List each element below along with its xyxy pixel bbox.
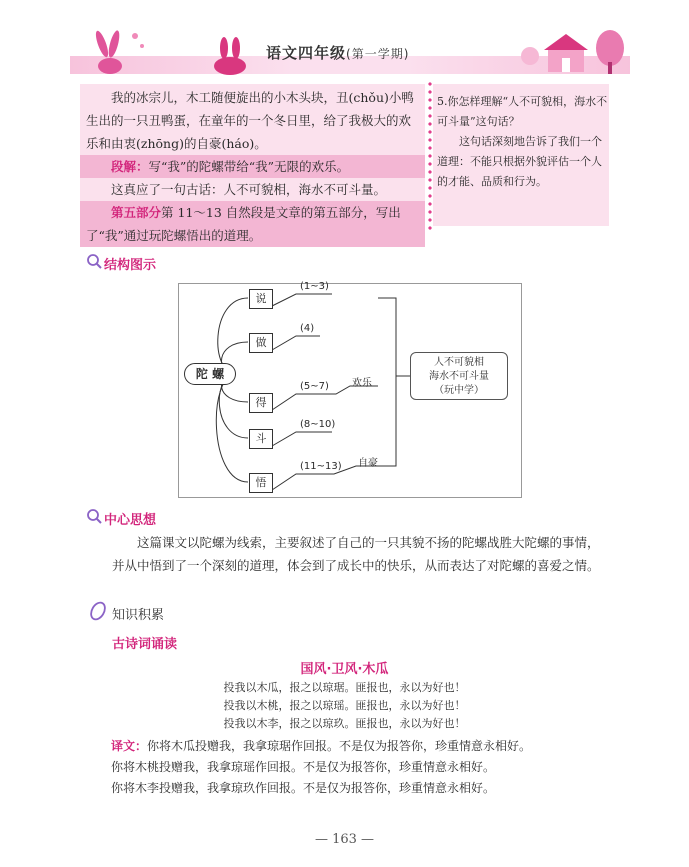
diagram-root-node: 陀 螺 <box>184 363 236 385</box>
diagram-result-box: 人不可貌相 海水不可斗量 （玩中学） <box>410 352 508 400</box>
diagram-range-label: (5~7) <box>300 381 329 392</box>
central-idea-text: 这篇课文以陀螺为线索，主要叙述了自己的一只其貌不扬的陀螺战胜大陀螺的事情，并从中悟到了一个深刻的道理，体会到了成长中的快乐，从而表达了对陀螺的喜爱之情。 <box>112 535 600 573</box>
poem-title: 国风·卫风·木瓜 <box>300 662 389 677</box>
header-title: 语文四年级(第一学期) <box>266 44 410 62</box>
diagram-node: 悟 <box>249 473 273 493</box>
lesson-paragraph-1: 我的冰宗儿，木工随便旋出的小木头块，丑(chǒu)小鸭生出的一只丑鸭蛋，在童年的一个冬日里，给了我极大的欢乐和由衷(zhōng)的自豪(háo)。 <box>86 90 414 151</box>
diagram-node: 做 <box>249 333 273 353</box>
side-note-question: 5.你怎样理解“人不可貌相，海水不可斗量”这句话？ <box>437 95 608 128</box>
diagram-range-label: (11~13) <box>300 461 342 472</box>
diagram-note-label: 欢乐 <box>352 378 372 389</box>
paragraph-summary: 段解：写“我”的陀螺带给“我”无限的欢乐。 <box>80 155 425 178</box>
poem-line: 投我以木桃，报之以琼瑶。匪报也，永以为好也！ <box>223 699 466 712</box>
diagram-note-label: 自豪 <box>358 458 378 469</box>
poem-line: 投我以木李，报之以琼玖。匪报也，永以为好也！ <box>223 717 466 730</box>
page-number: — 163 — <box>314 832 375 847</box>
translation-line: 你将木李投赠我，我拿琼玖作回报。不是仅为报答你，珍重情意永相好。 <box>111 781 496 795</box>
magnifier-icon <box>86 508 102 524</box>
translation-line: 译文：你将木瓜投赠我，我拿琼琚作回报。不是仅为报答你，珍重情意永相好。 <box>111 739 532 753</box>
poem-reading-subheading: 古诗词诵读 <box>112 637 178 652</box>
side-note-answer: 这句话深刻地告诉了我们一个道理：不能只根据外貌评估一个人的才能、品质和行为。 <box>437 135 602 188</box>
part-five-summary: 第五部分第 11～13 自然段是文章的第五部分，写出了“我”通过玩陀螺悟出的道理。 <box>80 201 425 247</box>
diagram-node: 得 <box>249 393 273 413</box>
diagram-range-label: (4) <box>300 323 315 334</box>
knowledge-heading: 知识积累 <box>112 608 165 623</box>
diagram-node: 说 <box>249 289 273 309</box>
lesson-paragraph-2: 这真应了一句古话：人不可貌相，海水不可斗量。 <box>111 182 387 197</box>
translation-line: 你将木桃投赠我，我拿琼瑶作回报。不是仅为报答你，珍重情意永相好。 <box>111 760 496 774</box>
diagram-range-label: (1~3) <box>300 281 329 292</box>
diagram-range-label: (8~10) <box>300 419 336 430</box>
central-idea-heading: 中心思想 <box>104 513 157 528</box>
diagram-node: 斗 <box>249 429 273 449</box>
leaf-icon <box>88 601 108 621</box>
poem-line: 投我以木瓜，报之以琼琚。匪报也，永以为好也！ <box>223 681 466 694</box>
structure-heading: 结构图示 <box>104 258 157 273</box>
